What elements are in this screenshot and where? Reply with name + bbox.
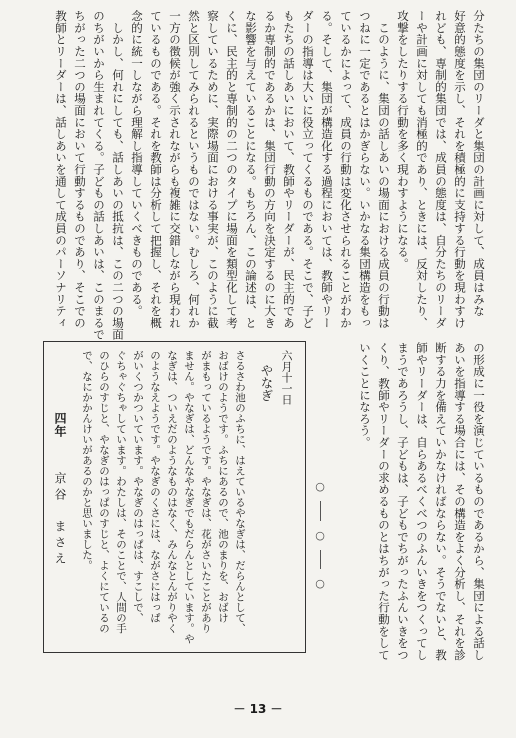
poem-line: のひらのすじと、やなぎのはっぱのすじと、よくにているの (98, 350, 110, 634)
body-text-line: ダーの指導は大いに役立ってくるものである。そこで、子ど (301, 10, 315, 329)
body-text-line: ているかによって、成員の行動は変化させられることがわか (339, 10, 353, 329)
body-text-line: な影響を与えていることになる。もちろん、この論述は、と (244, 10, 258, 329)
body-text-line: れども、専制的集団では、成員の態度は、自分たちのリーダ (434, 10, 448, 329)
body-text-line: 断する力を備えていかなければならない。そうでないと、教 (434, 342, 448, 661)
ornament-dash (320, 550, 321, 570)
body-text-line: 察しているために、実際場面における事実が、このように截 (206, 10, 220, 329)
poem-line: さるさわ池のふちに、はえているやなぎは、だらんとして、 (234, 350, 246, 634)
body-text-line: 師やリーダーは、自らあるべくべつのふんいきをつくってし (415, 342, 429, 661)
poem-line: なぎは、ついえだのようなものはなく、みんなとんがりやく (166, 350, 178, 634)
body-text-line: 念的に統一しながら理解し指導していくべきものである。 (130, 10, 144, 317)
body-text-line: 一方の徴候が強く示されながらも複雑に交錯しながら現われ (168, 10, 182, 329)
body-text-line: る。そして、集団が構造化する過程においては、教師やリー (320, 10, 334, 329)
body-text-line: 分たちの集団のリーダと集団の計画に対して、成員はみな (472, 10, 486, 317)
section-ornament (310, 480, 330, 590)
ornament-circle: ○ (315, 480, 325, 493)
poem-byline (51, 412, 68, 642)
poem-line: ぐちゃぐちゃしています。わたしは、そのことで、人間の手 (115, 350, 127, 634)
ornament-dash (320, 501, 321, 521)
body-text-line: 教師とリーダーは、話しあいを通して成員のパーソナリティ (54, 10, 68, 329)
body-text-line: ちがった二つの場面において行動するものであり、そこでの (73, 10, 87, 329)
body-text-line: くり、教師やリーダーの求めるものとはちがった行動をして (377, 342, 391, 661)
body-text-line: もたちの話しあいにおいて、教師やリーダーが、民主的であ (282, 10, 296, 329)
page-number: － 13 － (233, 702, 283, 716)
body-text-line: るか専制的であるかは、集団行動の方向を決定するのに大き (263, 10, 277, 329)
poem-author: 京谷 まさえ (53, 472, 67, 568)
poem-date: 六月十一日 (280, 350, 293, 405)
poem-line: がまもっているようです。やなぎは、花がさいたことがあり (200, 350, 212, 634)
poem-line: おばけのようです。ふちにあるので、池のまりを、おばけ (217, 350, 229, 623)
poem-grade: 四年 (53, 412, 67, 438)
poem-line: がいくつかついています。やなぎのはっぱは、すこしで、 (132, 350, 144, 623)
body-text-line: しかし、何れにしても、話しあいの抵抗は、この二つの場面 (111, 10, 125, 341)
body-text-line: くに、民主的と専制的の二つのタイプに場面を類型化して考 (225, 10, 239, 329)
body-text-line: 好意的態度を示し、それを積極的に支持する行動を現わすけ (453, 10, 467, 329)
poem-box (43, 341, 306, 653)
body-text-line: のちがいから生まれてくる。子どもの話しあいは、このまるで (92, 10, 106, 341)
poem-line: のようなえようです。やなぎのくさには、ながさにはっぱ (149, 350, 161, 623)
poem-line: ません。やなぎは、どんなやなぎでもだらんとしています。や (183, 350, 195, 644)
body-text-line: いくことになろう。 (358, 342, 372, 449)
poem-content (55, 350, 295, 642)
poem-title: やなぎ (259, 364, 274, 402)
body-text-line: の形成に一役を演じているものであるから、集団による話し (472, 342, 486, 661)
poem-line: で、なにかかんけいがあるのかと思いました。 (81, 350, 93, 571)
body-text-line: 攻撃をしたりする行動を多く現わすようになる。 (396, 10, 410, 270)
ornament-circle: ○ (315, 577, 325, 590)
body-text-line: あいを指導する場合には、その構造をよく分析し、それを診 (453, 342, 467, 661)
body-text-line: つねに一定であるとはかぎらない。いかなる集団構造をもっ (358, 10, 372, 329)
body-text-line: ているものである。それを教師は分析して把握し、それを概 (149, 10, 163, 329)
body-text-line: このように、集団の話しあいの場面における成員の行動は (377, 10, 391, 329)
ornament-circle: ○ (315, 528, 325, 542)
body-text-line: 然と区別してみられるというものではない。むしろ、何れか (187, 10, 201, 329)
poem-lines (78, 350, 248, 642)
body-text-upper (8, 10, 488, 341)
body-text-line: まうであろうし、子どもは、子どもでちがったふんいきをつ (396, 342, 410, 661)
body-text-lower (320, 342, 488, 661)
body-text-line: ーや計画に対しても消極的であり、ときには、反対したり、 (415, 10, 429, 329)
